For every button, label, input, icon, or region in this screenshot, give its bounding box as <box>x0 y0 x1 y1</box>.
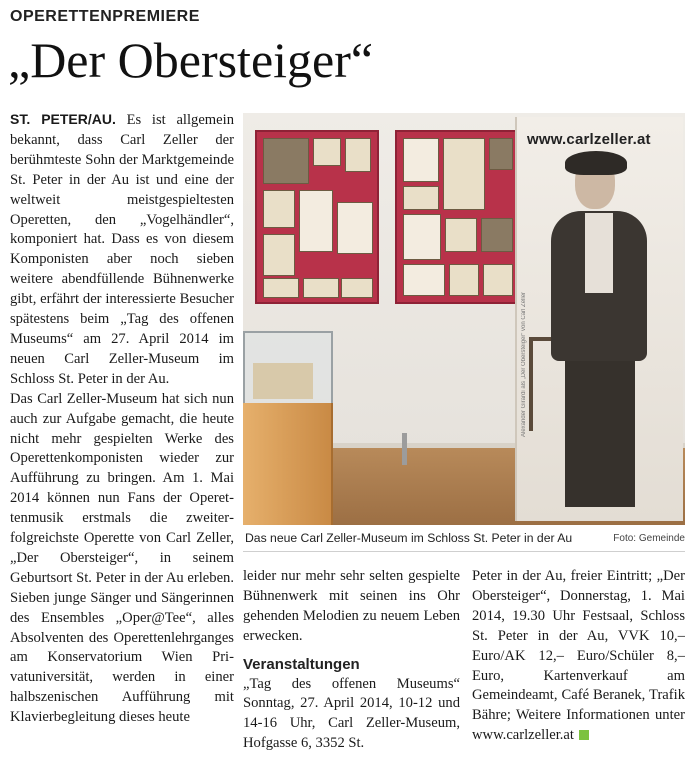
exhibit-picture <box>313 138 341 166</box>
exhibit-picture <box>403 214 441 260</box>
display-vitrine <box>243 331 333 409</box>
kicker: OPERETTENPREMIERE <box>10 8 200 25</box>
photo-credit: Foto: Gemeinde <box>613 533 685 544</box>
column-1 <box>10 110 234 760</box>
banner-side-text: Alexander Girardi als „Der Obersteiger“ von Carl Zeller <box>521 291 527 437</box>
museum-photo <box>243 113 685 525</box>
exhibit-picture <box>345 138 371 172</box>
vitrine-exhibit <box>253 363 313 399</box>
exhibit-picture <box>449 264 479 296</box>
paragraph <box>472 567 685 746</box>
paragraph: „Tag des offenen Museums“ Sonntag, 27. April 2014, 10-12 und 14-16 Uhr, Carl Zeller-Museum, Hofgasse 6, 3352 St. <box>243 675 460 752</box>
exhibit-board <box>255 130 379 304</box>
exhibit-picture <box>443 138 485 210</box>
end-mark-icon <box>579 730 589 740</box>
exhibit-picture <box>445 218 477 252</box>
exhibit-picture <box>481 218 513 252</box>
exhibit-picture <box>263 190 295 228</box>
subhead: Veranstaltungen <box>243 655 360 673</box>
exhibit-picture <box>263 138 309 184</box>
photo-caption <box>243 527 685 553</box>
banner-url: www.carlzeller.at <box>527 131 651 148</box>
exhibit-picture <box>337 202 373 254</box>
caption-rule <box>243 551 685 552</box>
column-3 <box>472 567 685 762</box>
headline: „Der Obersteiger“ <box>8 32 374 88</box>
exhibit-picture <box>263 278 299 298</box>
exhibit-picture <box>403 264 445 296</box>
paragraph-text: Es ist allgemein bekannt, dass Carl Zeller der berühmteste Sohn der Marktgemeinde St. Peter in der Au ist und eine der weltweit meistgespieltesten Operetten, den „Vogelhändler“, komponiert hat. Dass es von diesem Komponisten aber noch sieben weitere abendfüllende Bühnenwerke gibt, erfährt der interessierte Besucher spätestens beim „Tag des offenen Museums“ am 27. April 2014 im neuen Carl Zeller-Museum im Schloss St. Peter in der Au. <box>10 112 234 387</box>
exhibit-picture <box>403 186 439 210</box>
exhibit-picture <box>403 138 439 182</box>
portrait-legs <box>565 357 635 507</box>
paragraph <box>10 110 234 390</box>
display-cabinet <box>243 403 333 525</box>
exhibit-picture <box>263 234 295 276</box>
exhibit-picture <box>299 190 333 252</box>
portrait-shirt <box>585 213 613 293</box>
dateline: ST. PETER/AU. <box>10 111 116 127</box>
paragraph-text: Peter in der Au, freier Eintritt; „Der Obersteiger“, Donnerstag, 1. Mai 2014, 19.30 Uhr Festsaal, Schloss St. Peter in der Au, VVK 10,– Euro/AK 12,– Euro/Schüler 8,– Euro, Kartenverkauf am Gemeindeamt, Café Beranek, Trafik Bähre; Weitere Informationen unter www.carlzeller.at <box>472 568 685 744</box>
caption-text: Das neue Carl Zeller-Museum im Schloss St. Peter in der Au <box>245 531 573 545</box>
exhibit-board <box>395 130 519 304</box>
exhibit-picture <box>303 278 339 298</box>
exhibit-picture <box>341 278 373 298</box>
paragraph: Das Carl Zeller-Museum hat sich nun auch zur Aufgabe gemacht, die heute nicht mehr gespielten Werke des Operettenkomponisten wieder zur Aufführung zu bringen. Am 1. Mai 2014 können nun Fans der Operettenmusik erstmals die zweiterfolgreichste Operette von Carl Zeller, „Der Obersteiger“, in seinem Geburtsort St. Peter in der Au erleben. Sieben junge Sänger und Sängerinnen des Ensembles „Oper@Tee“, alles Absolventen des Operettenlehrganges am Konservatorium Wien Privatuniversität, werden in einer halbszenischen Aufführung mit Klavierbegleitung dieses heute <box>10 390 234 726</box>
portrait-hat <box>565 151 627 175</box>
exhibit-picture <box>489 138 513 170</box>
column-2 <box>243 567 460 762</box>
barrier-post <box>402 433 407 465</box>
paragraph: leider nur mehr sehr selten gespielte Bühnenwerk mit seinen ins Ohr gehenden Melodien zu neuem Leben erwecken. <box>243 568 460 644</box>
exhibit-picture <box>483 264 513 296</box>
roll-up-banner <box>515 117 683 521</box>
